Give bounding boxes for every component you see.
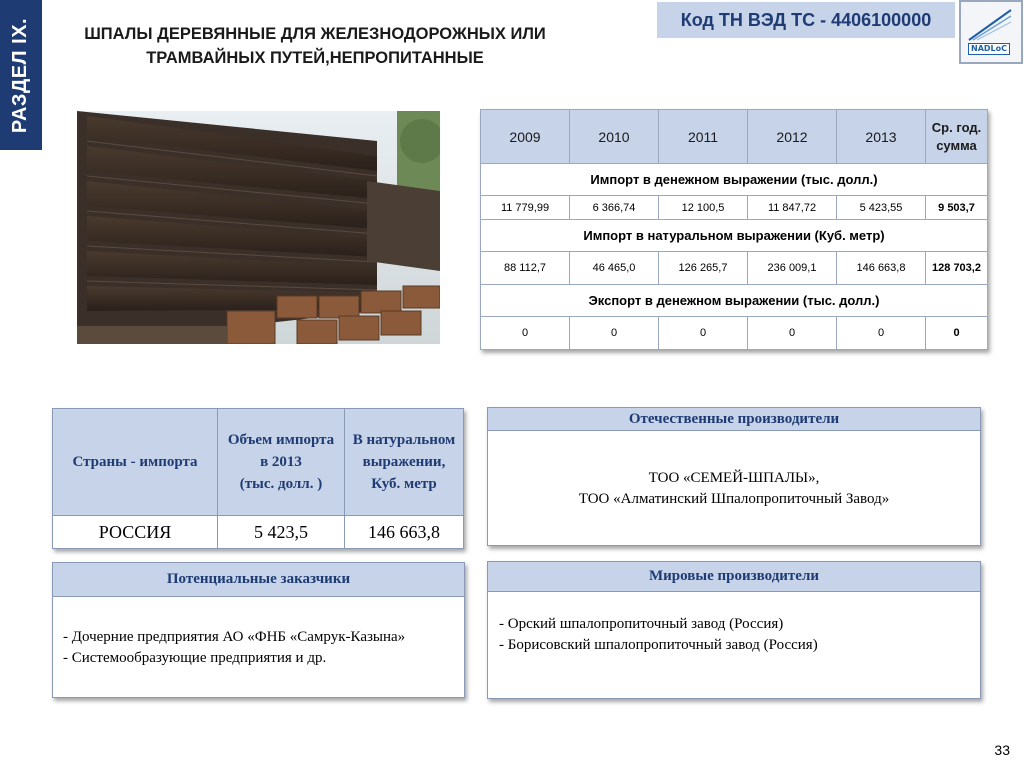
section-row [481, 164, 988, 196]
header-line: В натуральном [352, 432, 456, 448]
section-row [481, 285, 988, 317]
section-tab [0, 0, 42, 150]
value-cell: 0 [481, 317, 570, 350]
section-label: Импорт в денежном выражении (тыс. долл.) [481, 164, 988, 196]
customer-item: - Системообразующие предприятия и др. [63, 650, 327, 666]
potential-customers-box [52, 562, 465, 698]
value-cell: 5 423,55 [837, 196, 926, 220]
section-label: РАЗДЕЛ IX. [9, 17, 32, 133]
page-title [60, 22, 570, 70]
world-producers-list [488, 592, 980, 656]
value-cell: 11 779,99 [481, 196, 570, 220]
import-export-stats-table [480, 109, 988, 350]
title-line-2: ТРАМВАЙНЫХ ПУТЕЙ,НЕПРОПИТАННЫЕ [146, 49, 484, 67]
years-header-row [481, 110, 988, 164]
country-name: РОССИЯ [53, 516, 218, 549]
section-label: Экспорт в денежном выражении (тыс. долл.) [481, 285, 988, 317]
potential-customers-title: Потенциальные заказчики [53, 563, 464, 597]
value-cell: 0 [570, 317, 659, 350]
year-header: 2010 [570, 110, 659, 164]
domestic-producer: ТОО «Алматинский Шпалопропиточный Завод» [578, 491, 890, 507]
world-producers-title: Мировые производители [488, 562, 980, 592]
natural-volume-header [345, 409, 464, 516]
world-producer: - Борисовский шпалопропиточный завод (Россия) [499, 637, 818, 653]
potential-customers-list [53, 597, 464, 669]
import-volume-header [218, 409, 345, 516]
world-producer: - Орский шпалопропиточный завод (Россия) [499, 616, 784, 632]
country-row [53, 516, 464, 549]
average-cell: 0 [926, 317, 988, 350]
hs-code-badge: Код ТН ВЭД ТС - 4406100000 [657, 2, 955, 38]
value-cell: 46 465,0 [570, 252, 659, 285]
value-cell: 11 847,72 [748, 196, 837, 220]
domestic-producers-box [487, 407, 981, 546]
average-header-line-1: Ср. год. [931, 119, 982, 135]
average-cell: 128 703,2 [926, 252, 988, 285]
value-cell: 0 [748, 317, 837, 350]
domestic-producers-title: Отечественные производители [488, 408, 980, 431]
average-cell: 9 503,7 [926, 196, 988, 220]
values-row [481, 196, 988, 220]
value-cell: 126 265,7 [659, 252, 748, 285]
domestic-producers-list [488, 431, 980, 510]
values-row [481, 317, 988, 350]
values-row [481, 252, 988, 285]
world-producers-box [487, 561, 981, 699]
year-header: 2013 [837, 110, 926, 164]
countries-header: Страны - импорта [53, 409, 218, 516]
year-header: 2011 [659, 110, 748, 164]
header-line: Куб. метр [371, 476, 437, 492]
railway-sleepers-photo [77, 111, 440, 344]
title-line-1: ШПАЛЫ ДЕРЕВЯННЫЕ ДЛЯ ЖЕЛЕЗНОДОРОЖНЫХ ИЛИ [84, 25, 546, 43]
average-header-line-2: сумма [936, 137, 977, 153]
customer-item: - Дочерние предприятия АО «ФНБ «Самрук-Казына» [63, 629, 406, 645]
average-header [926, 110, 988, 164]
value-cell: 88 112,7 [481, 252, 570, 285]
value-cell: 146 663,8 [837, 252, 926, 285]
year-header: 2009 [481, 110, 570, 164]
header-line: Объем импорта [227, 432, 335, 448]
section-label: Импорт в натуральном выражении (Куб. метр) [481, 220, 988, 252]
value-cell: 6 366,74 [570, 196, 659, 220]
value-cell: 0 [837, 317, 926, 350]
header-line: в 2013 [260, 454, 302, 470]
company-logo [959, 0, 1023, 64]
value-cell: 0 [659, 317, 748, 350]
year-header: 2012 [748, 110, 837, 164]
domestic-producer: ТОО «СЕМЕЙ-ШПАЛЫ», [648, 470, 820, 486]
section-row [481, 220, 988, 252]
value-cell: 12 100,5 [659, 196, 748, 220]
logo-text: NADLoC [968, 43, 1010, 55]
import-value: 5 423,5 [218, 516, 345, 549]
page-number: 33 [994, 742, 1010, 758]
value-cell: 236 009,1 [748, 252, 837, 285]
header-line: (тыс. долл. ) [239, 476, 323, 492]
import-volume: 146 663,8 [345, 516, 464, 549]
header-line: выражении, [362, 454, 446, 470]
import-countries-table [52, 408, 464, 549]
countries-header-row [53, 409, 464, 516]
